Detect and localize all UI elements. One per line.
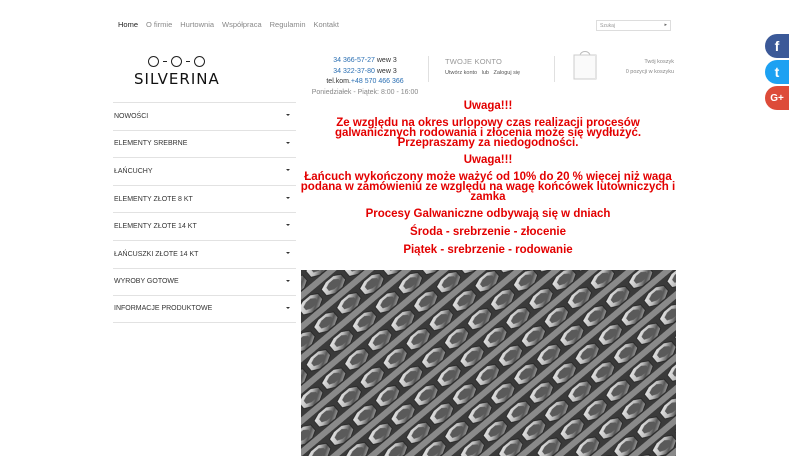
caret-down-icon — [286, 169, 290, 171]
sidebar-item-nowosci[interactable] — [113, 102, 296, 130]
notice-heading-1: Uwaga!!! — [463, 100, 513, 112]
sidebar-item-label: ELEMENTY ZŁOTE 8 KT — [114, 195, 193, 203]
sidebar-item-wyroby-gotowe[interactable] — [113, 268, 296, 296]
search-arrow-icon[interactable]: ▸ — [664, 22, 667, 28]
facebook-icon[interactable]: f — [765, 34, 789, 58]
notice-schedule: Procesy Galwaniczne odbywają się w dniach — [365, 208, 611, 220]
account-box — [445, 57, 520, 76]
logo-text: SILVERINA — [134, 70, 220, 88]
top-navigation — [118, 20, 339, 29]
account-or: lub — [481, 70, 489, 76]
google-plus-icon[interactable]: G+ — [765, 86, 789, 110]
sidebar-item-label: ELEMENTY SREBRNE — [114, 140, 188, 148]
login-link[interactable]: Zaloguj się — [493, 70, 521, 76]
sidebar-item-lancuszki-zlote-14kt[interactable] — [113, 240, 296, 268]
caret-down-icon — [286, 114, 290, 116]
chain-banner-image — [301, 270, 676, 456]
category-sidebar — [113, 102, 296, 323]
nav-o-firmie[interactable]: O firmie — [146, 20, 173, 29]
search-placeholder: Szukaj — [600, 23, 616, 29]
sidebar-item-elementy-zlote-14kt[interactable] — [113, 212, 296, 240]
account-title: TWOJE KONTO — [445, 57, 503, 66]
caret-down-icon — [286, 197, 290, 199]
notice-wednesday: Środa - srebrzenie - złocenie — [410, 226, 566, 238]
mobile-phone[interactable]: +48 570 466 366 — [350, 78, 404, 85]
sidebar-item-lancuchy[interactable] — [113, 157, 296, 185]
sidebar-item-informacje-produktowe[interactable] — [113, 295, 296, 323]
sidebar-item-label: INFORMACJE PRODUKTOWE — [114, 305, 213, 313]
phone-2[interactable]: 34 322-37-80 — [333, 67, 375, 75]
sidebar-item-label: NOWOŚCI — [114, 112, 149, 120]
nav-wspolpraca[interactable]: Współpraca — [222, 20, 262, 29]
caret-down-icon — [286, 252, 290, 254]
sidebar-item-elementy-srebrne[interactable] — [113, 130, 296, 158]
notice-friday: Piątek - srebrzenie - rodowanie — [403, 244, 573, 256]
phone-2-ext: wew 3 — [374, 67, 397, 75]
header-divider-2 — [554, 56, 555, 82]
contact-info — [300, 56, 430, 98]
notice-heading-2: Uwaga!!! — [463, 154, 513, 166]
chain-image — [301, 270, 676, 456]
sidebar-item-label: WYROBY GOTOWE — [114, 278, 179, 286]
phone-1-ext: wew 3 — [374, 57, 397, 64]
nav-home[interactable]: Home — [118, 20, 139, 29]
cart-box[interactable] — [596, 57, 674, 77]
notice-text-2: Łańcuch wykończony może ważyć od 10% do 20 % więcej niż waga podana w zamówieniu ze względu na wagę końcówek lutowniczych i zamka — [300, 171, 676, 203]
header-divider — [428, 56, 429, 82]
cart-title: Twój koszyk — [644, 59, 674, 65]
nav-kontakt[interactable]: Kontakt — [313, 20, 339, 29]
create-account-link[interactable]: Utwórz konto — [445, 70, 478, 76]
cart-summary: 0 pozycji w koszyku — [625, 69, 674, 75]
nav-regulamin[interactable]: Regulamin — [269, 20, 306, 29]
sidebar-item-label: ŁAŃCUSZKI ZŁOTE 14 KT — [114, 250, 199, 258]
sidebar-item-label: ELEMENTY ZŁOTE 14 KT — [114, 223, 197, 231]
caret-down-icon — [286, 280, 290, 282]
caret-down-icon — [286, 307, 290, 309]
mobile-label: tel.kom. — [326, 78, 351, 85]
twitter-icon[interactable]: t — [765, 60, 789, 84]
logo[interactable] — [134, 54, 220, 90]
shopping-bag-icon[interactable] — [572, 48, 598, 80]
phone-1[interactable]: 34 366-57-27 — [333, 57, 375, 64]
notice-panel — [300, 100, 676, 262]
caret-down-icon — [286, 142, 290, 144]
logo-circles-icon — [148, 56, 205, 67]
opening-hours: Poniedziałek - Piątek: 8:00 - 16:00 — [311, 88, 419, 96]
nav-hurtownia[interactable]: Hurtownia — [180, 20, 215, 29]
sidebar-item-elementy-zlote-8kt[interactable] — [113, 185, 296, 213]
notice-text-1: Ze względu na okres urlopowy czas realizacji procesów galwanicznych rodowania i złocenia może się wydłużyć. Przepraszamy za niedogodności. — [334, 117, 642, 149]
search-input[interactable] — [596, 20, 671, 31]
sidebar-item-label: ŁAŃCUCHY — [114, 167, 153, 175]
caret-down-icon — [286, 224, 290, 226]
